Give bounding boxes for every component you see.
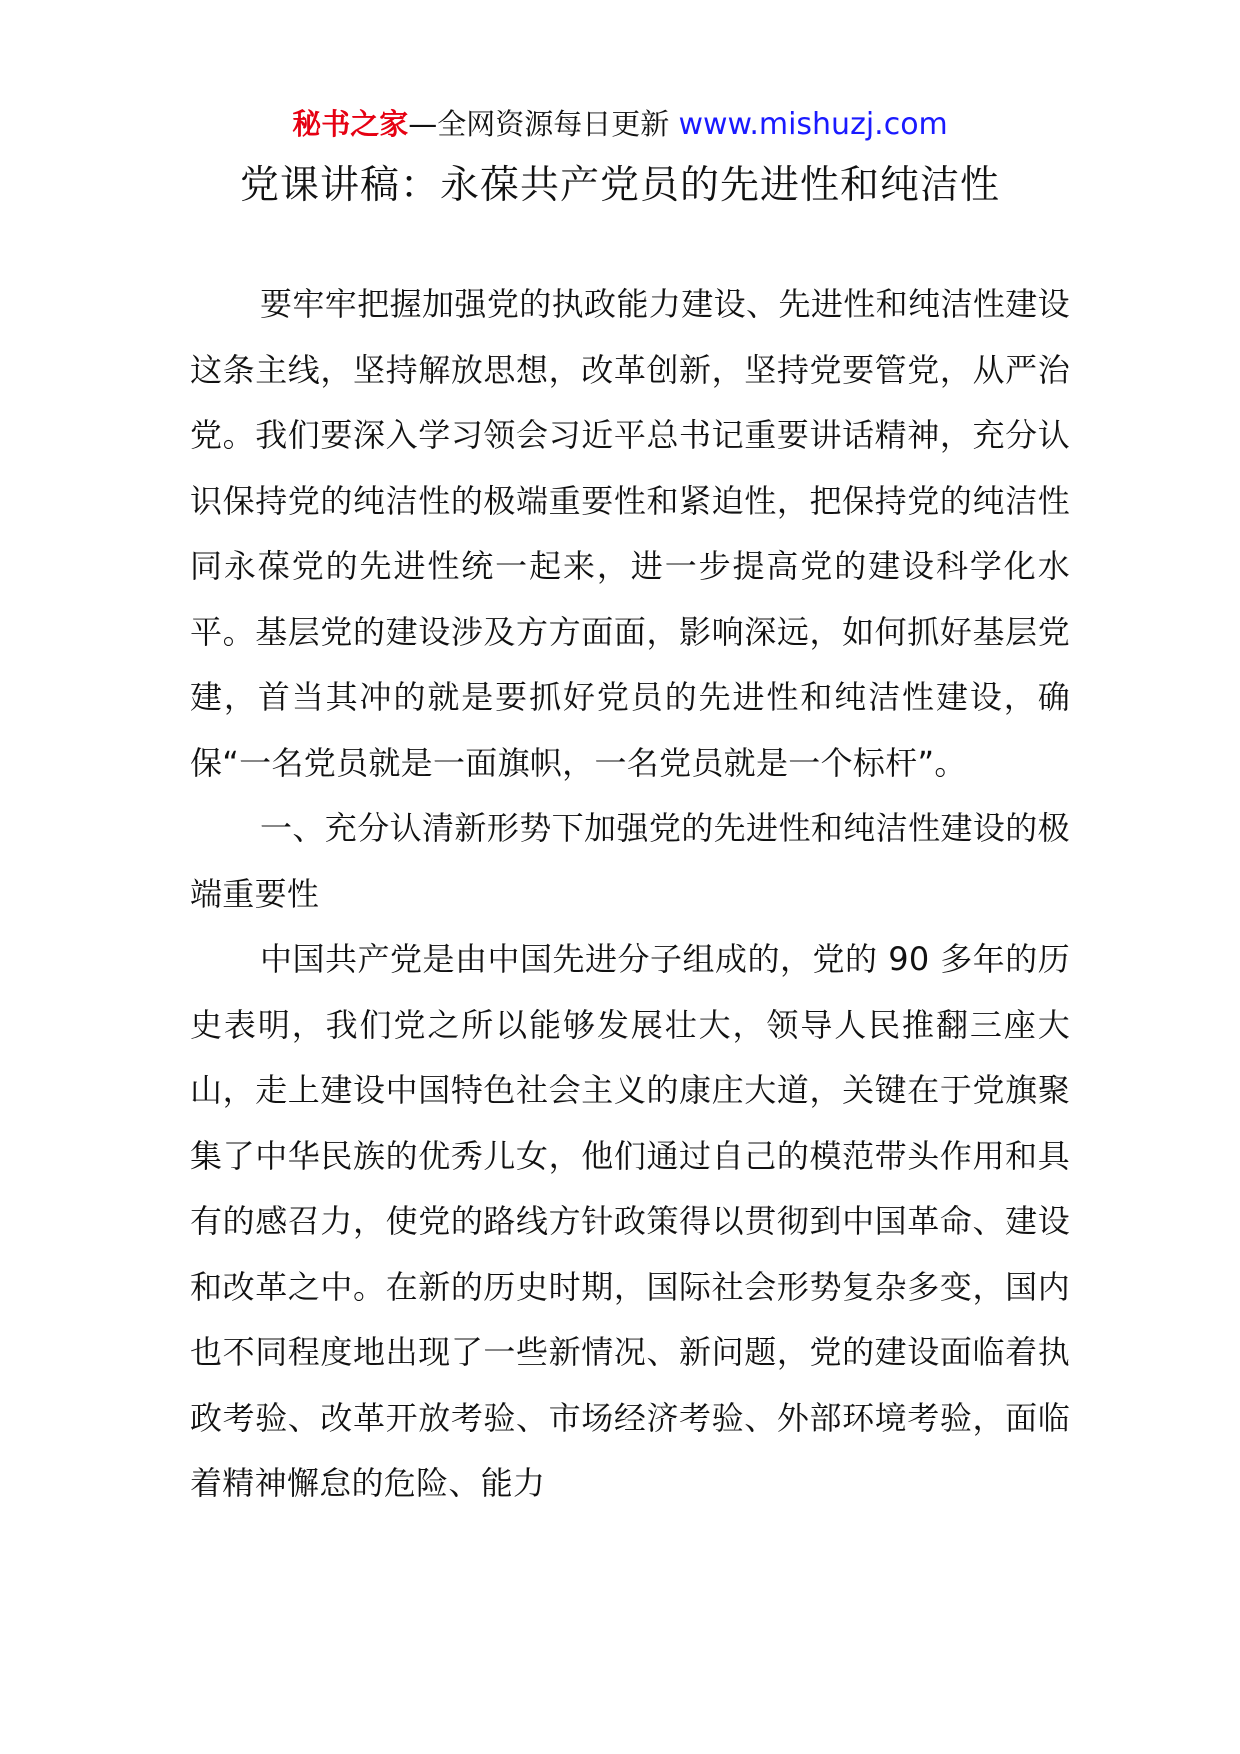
brand-name: 秘书之家 — [292, 107, 409, 141]
section-heading-1: 一、充分认清新形势下加强党的先进性和纯洁性建设的极端重要性 — [190, 809, 1070, 913]
paragraph-intro: 要牢牢把握加强党的执政能力建设、先进性和纯洁性建设这条主线，坚持解放思想，改革创新，坚持党要管党，从严治党。我们要深入学习领会习近平总书记重要讲话精神，充分认识保持党的纯洁性的极端重要性和紧迫性，把保持党的纯洁性同永葆党的先进性统一起来，进一步提高党的建设科学化水平。基层党的建设涉及方方面面，影响深远，如何抓好基层党建，首当其冲的就是要抓好党员的先进性和纯洁性建设，确保“一名党员就是一面旗帜，一名党员就是一个标杆”。 — [190, 285, 1070, 782]
header-tagline: —全网资源每日更新 — [408, 107, 679, 141]
site-url-link[interactable]: www.mishuzj.com — [678, 107, 948, 142]
watermark-header — [0, 104, 1240, 145]
document-body — [190, 272, 1070, 1517]
document-title: 党课讲稿：永葆共产党员的先进性和纯洁性 — [239, 163, 1000, 208]
paragraph-section-1: 中国共产党是由中国先进分子组成的，党的 90 多年的历史表明，我们党之所以能够发展壮大，领导人民推翻三座大山，走上建设中国特色社会主义的康庄大道，关键在于党旗聚集了中华民族的优秀儿女，他们通过自己的模范带头作用和具有的感召力，使党的路线方针政策得以贯彻到中国革命、建设和改革之中。在新的历史时期，国际社会形势复杂多变，国内也不同程度地出现了一些新情况、新问题，党的建设面临着执政考验、改革开放考验、市场经济考验、外部环境考验，面临着精神懈怠的危险、能力 — [190, 940, 1070, 1502]
